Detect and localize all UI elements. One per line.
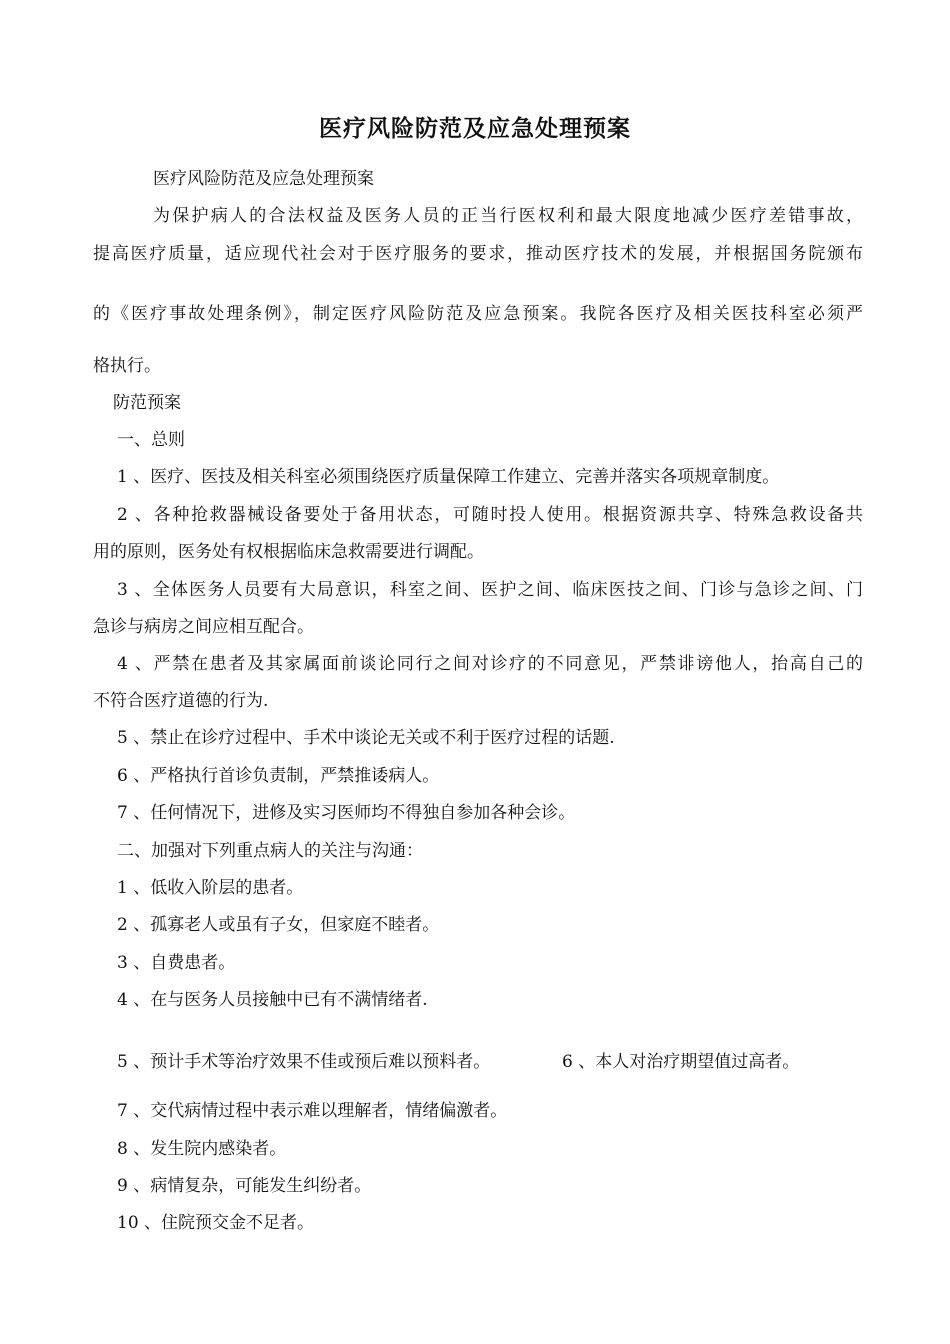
list-item: 2 、各种抢救器械设备要处于备用状态，可随时投人使用。根据资源共享、特殊急救设备共 [117,505,863,525]
list-item: 5 、预计手术等治疗效果不佳或预后难以预料者。 [117,1052,491,1072]
list-item: 用的原则，医务处有权根据临床急救需要进行调配。 [93,542,484,562]
list-item: 7 、任何情况下，进修及实习医师均不得独自参加各种会诊。 [117,803,576,823]
document-subtitle: 医疗风险防范及应急处理预案 [153,169,374,189]
list-item: 9 、病情复杂，可能发生纠纷者。 [117,1176,372,1196]
list-item: 7 、交代病情过程中表示难以理解者，情绪偏激者。 [117,1101,508,1121]
list-item: 3 、自费患者。 [117,953,236,973]
list-item: 4 、严禁在患者及其家属面前谈论同行之间对诊疗的不同意见，严禁诽谤他人，抬高自己的 [117,654,863,674]
list-item: 5 、禁止在诊疗过程中、手术中谈论无关或不利于医疗过程的话题. [117,728,615,748]
document-title: 医疗风险防范及应急处理预案 [319,115,631,142]
list-item: 4 、在与医务人员接触中已有不满情绪者. [117,990,428,1010]
list-item: 1 、低收入阶层的患者。 [117,878,304,898]
list-item: 急诊与病房之间应相互配合。 [93,617,314,637]
part1-heading: 一、总则 [117,430,185,450]
section-heading: 防范预案 [113,393,181,413]
list-item: 3 、全体医务人员要有大局意识，科室之间、医护之间、临床医技之间、门诊与急诊之间、门 [117,580,863,600]
intro-line: 的《医疗事故处理条例》，制定医疗风险防范及应急预案。我院各医疗及相关医技科室必须严 [93,304,863,324]
list-item: 6 、严格执行首诊负责制，严禁推诿病人。 [117,766,440,786]
list-item: 6 、本人对治疗期望值过高者。 [562,1052,800,1072]
intro-line: 格执行。 [93,356,161,376]
list-item: 1 、医疗、医技及相关科室必须围绕医疗质量保障工作建立、完善并落实各项规章制度。 [117,467,780,487]
intro-line: 提高医疗质量，适应现代社会对于医疗服务的要求，推动医疗技术的发展，并根据国务院颁布 [93,244,863,264]
list-item: 8 、发生院内感染者。 [117,1139,287,1159]
list-item: 2 、孤寡老人或虽有子女，但家庭不睦者。 [117,915,440,935]
list-item: 不符合医疗道德的行为. [93,691,269,711]
list-item: 10 、住院预交金不足者。 [117,1213,315,1233]
intro-line: 为保护病人的合法权益及医务人员的正当行医权利和最大限度地减少医疗差错事故， [153,206,863,226]
part2-heading: 二、加强对下列重点病人的关注与沟通： [117,841,423,861]
